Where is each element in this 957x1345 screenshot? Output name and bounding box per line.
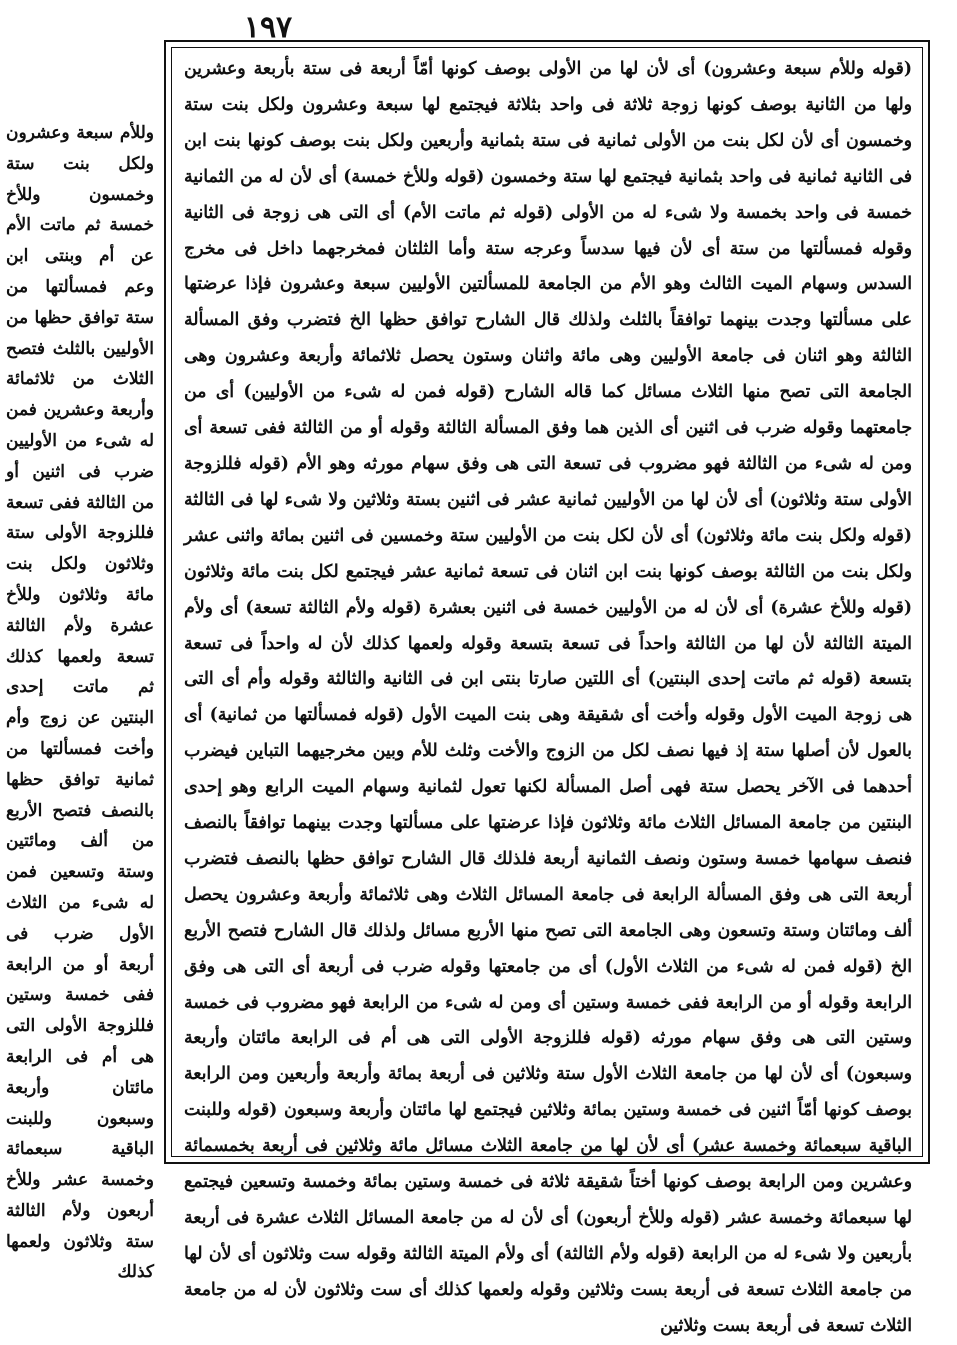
main-commentary-text [184,52,912,1336]
marginal-matn-text [6,118,154,1288]
page-number: ١٩٧ [243,10,293,45]
marginal-matn-paragraph: وللأم سبعة وعشرون ولكل بنت ستة وخمسون وللأخ خمسة ثم ماتت الأم عن أم وبنتى ابن وعم فمسألتها من ستة توافق حظها من الأوليين بالثلث فتصح الثلاث من ثلاثمائة وأربعة وعشرين فمن له شىء من الأوليين ضرب فى اثنين أو من الثالثة ففى تسعة فللزوجة الأولى ستة وثلاثون ولكل بنت مائة وثلاثون وللأخ عشرة ولأم الثالثة تسعة ولعمها كذلك ثم ماتت إحدى البنتين عن زوج وأم وأخت فمسألتها من ثمانية توافق حظها بالنصف فتصح الأربع من ألف ومائتين وستة وتسعين فمن له شىء من الثلاث الأول ضرب فى أربعة أو من الرابعة ففى خمسة وستين فللزوجة الأولى التى هى أم فى الرابعة مائتان وأربعة وسبعون وللبنت الباقية سبعمائة وخمسة عشر وللأخ أربعون ولأم الثالثة ستة وثلاثون ولعمها كذلك [6,123,154,1283]
main-commentary-paragraph: (قوله وللأم سبعة وعشرون) أى لأن لها من الأولى بوصف كونها أمّاً أربعة فى ستة بأربعة وعشرين ولها من الثانية بوصف كونها زوجة ثلاثة فى واحد بثلاثة فيجتمع لها سبعة وعشرون ولكل بنت ستة وخمسون أى لأن لكل بنت من الأولى ثمانية فى ستة بثمانية وأربعين ولكل بنت بوصف كونها بنت ابن فى الثانية ثمانية فى واحد بثمانية فيجتمع لها ستة وخمسون (قوله وللأخ خمسة) أى لأن له من الثمانية خمسة فى واحد بخمسة ولا شىء له من الأولى (قوله ثم ماتت الأم) أى التى هى زوجة فى الثانية وقوله فمسألتها من ستة أى لأن فيها سدساً وعرجه ستة وأما الثلثان فمخرجهما داخل فى مخرج السدس وسهام الميت الثالث وهو الأم من الجامعة للمسألتين الأوليين سبعة وعشرون فإذا عرضتها على مسألتها وجدت بينهما توافقاً بالثلث ولذلك قال الشارح توافق حظها الخ فتضرب وفق المسألة الثالثة وهو اثنان فى جامعة الأوليين وهى مائة واثنان وستون يحصل ثلاثمائة وأربعة وعشرون وهى الجامعة التى تصح منها الثلاث مسائل كما قاله الشارح (قوله فمن له شىء من الأوليين) أى من جامعتهما وقوله ضرب فى اثنين أى الذين هما وفق المسألة الثالثة وقوله أو من الثالثة ففى تسعة أى ومن له شىء من الثالثة فهو مضروب فى تسعة التى هى وفق سهام مورثه وهو الأم (قوله فللزوجة الأولى ستة وثلاثون) أى لأن لها من الأوليين ثمانية عشر فى اثنين بستة وثلاثين ولا شىء لها فى الثالثة (قوله ولكل بنت مائة وثلاثون) أى لأن لكل بنت من الأوليين ستة وخمسين فى اثنين بمائة واثنى عشر ولكل بنت من الثالثة بوصف كونها بنت ابن اثنان فى تسعة ثمانية عشر فيجتمع لكل بنت مائة وثلاثون (قوله وللأخ عشرة) أى لأن له من الأوليين خمسة فى اثنين بعشرة (قوله ولأم الثالثة تسعة) أى ولأم الميتة الثالثة لأن لها من الثالثة واحداً فى تسعة بتسعة وقوله ولعمها كذلك لأن له واحداً فى تسعة بتسعة (قوله ثم ماتت إحدى البنتين) أى اللتين صارتا بنتى ابن فى الثانية والثالثة وقوله وأم أى التى هى زوجة الميت الأول وقوله وأخت أى شقيقة وهى بنت الميت الأول (قوله فمسألتها من ثمانية) أى بالعول لأن أصلها ستة إذ فيها نصف لكل من الزوج والأخت وثلث للأم وبين مخرجيهما التباين فيضرب أحدهما فى الآخر يحصل ستة فهى أصل المسألة لكنها تعول لثمانية وسهام الميت الرابع وهو إحدى البنتين من جامعة المسائل الثلاث مائة وثلاثون فإذا عرضتها على مسألتها وجدت بينهما توافقاً بالنصف فنصف سهامها خمسة وستون ونصف الثمانية أربعة فلذلك قال الشارح توافق حظها بالنصف فتضرب أربعة التى هى وفق المسألة الرابعة فى جامعة المسائل الثلاث وهى ثلاثمائة وأربعة وعشرون يحصل ألف ومائتان وستة وتسعون وهى الجامعة التى تصح منها الأربع مسائل ولذلك قال الشارح فتصح الأربع الخ (قوله فمن له شىء من الثلاث الأول) أى من جامعتها وقوله ضرب فى أربعة أى التى هى وفق الرابعة وقوله أو من الرابعة ففى خمسة وستين أى ومن له شىء من الرابعة فهو مضروب فى خمسة وستين التى هى وفق سهام مورثه (قوله فللزوجة الأولى التى هى أم فى الرابعة مائتان وأربعة وسبعون) أى لأن لها من جامعة الثلاث الأول ستة وثلاثين فى أربعة بمائة وأربعة وأربعين ومن الرابعة بوصف كونها أمّاً اثنين فى خمسة وستين بمائة وثلاثين فيجتمع لها مائتان وأربعة وسبعون (قوله وللبنت الباقية سبعمائة وخمسة عشر) أى لأن لها من جامعة الثلاث مسائل مائة وثلاثين فى أربعة بخمسمائة وعشرين ومن الرابعة بوصف كونها أختاً شقيقة ثلاثة فى خمسة وستين بمائة وخمسة وتسعين فيجتمع لها سبعمائة وخمسة عشر (قوله وللأخ أربعون) أى لأن له من جامعة المسائل الثلاث عشرة فى أربعة بأربعين ولا شىء له من الرابعة (قوله ولأم الثالثة) أى ولأم الميتة الثالثة وقوله ست وثلاثون أى لأن لها من جامعة الثلاث تسعة فى أربعة بست وثلاثين وقوله ولعمها كذلك أى ست وثلاثون لأن له من جامعة الثلاث تسعة فى أربعة بست وثلاثين [184,59,912,1336]
